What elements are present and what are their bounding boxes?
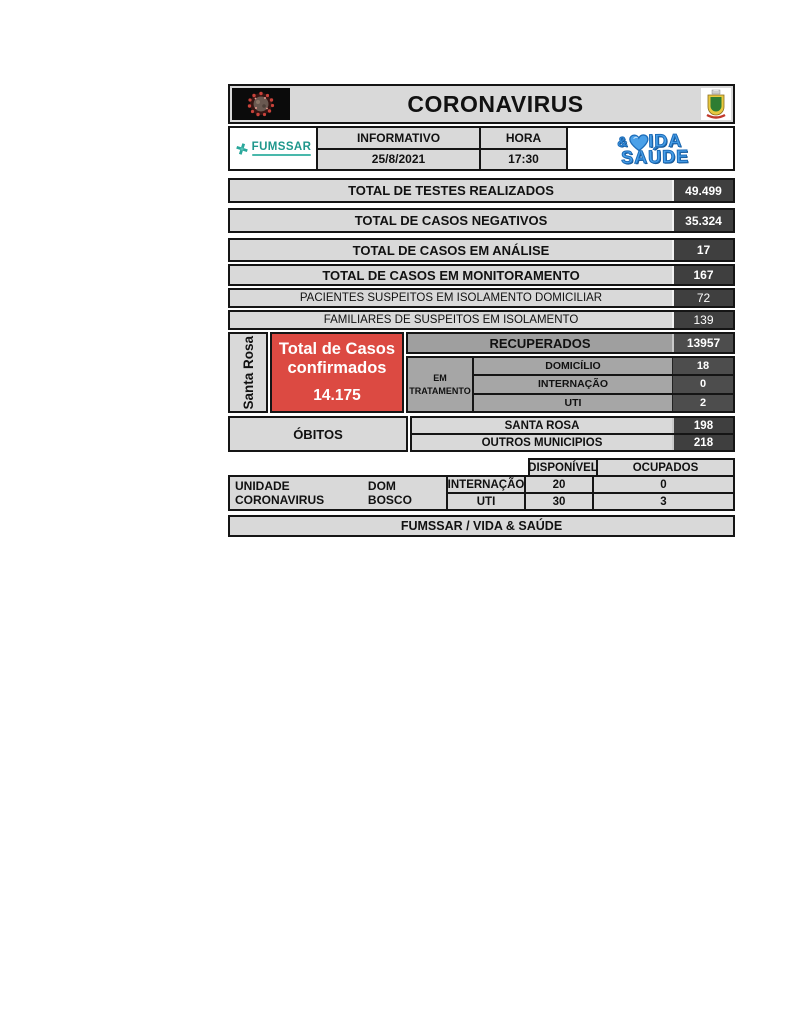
cases-analysis-label: TOTAL DE CASOS EM ANÁLISE bbox=[352, 242, 550, 258]
confirmed-cases-box bbox=[270, 332, 404, 413]
cases-monitoring-value: 167 bbox=[672, 266, 733, 284]
suspect-patients-label: PACIENTES SUSPEITOS EM ISOLAMENTO DOMICILIAR bbox=[299, 292, 603, 304]
recovered-row bbox=[406, 332, 735, 354]
header-bar bbox=[228, 84, 735, 124]
available-header: DISPONÍVEL bbox=[528, 461, 598, 474]
suspect-patients-value: 72 bbox=[672, 290, 733, 306]
vida-word: IDA bbox=[648, 129, 684, 151]
bulletin-sheet bbox=[228, 84, 735, 537]
city-crest bbox=[701, 88, 731, 120]
suspect-families-label: FAMILIARES DE SUSPEITOS EM ISOLAMENTO bbox=[323, 314, 579, 326]
fumssar-logo bbox=[230, 128, 318, 169]
deaths-other-cities-value: 218 bbox=[672, 435, 733, 450]
unit-icu-available: 30 bbox=[526, 494, 594, 509]
coronavirus-unit-section bbox=[228, 458, 735, 511]
unit-icu-row bbox=[448, 494, 733, 509]
treatment-home-value: 18 bbox=[672, 358, 733, 374]
treatment-column bbox=[406, 332, 735, 413]
footer-bar: FUMSSAR / VIDA & SAÚDE bbox=[228, 515, 735, 537]
region-label: Santa Rosa bbox=[240, 335, 256, 410]
unit-location: DOM BOSCO bbox=[367, 479, 412, 507]
deaths-santa-rosa-row bbox=[412, 418, 733, 435]
saude-word: SAÚDE bbox=[621, 145, 690, 168]
unit-hospitalization-occupied: 0 bbox=[660, 478, 667, 491]
vida-amp: & bbox=[617, 132, 630, 150]
in-treatment-label: EM TRATAMENTO bbox=[408, 358, 474, 411]
hora-label: HORA bbox=[481, 128, 566, 150]
treatment-hospital-label: INTERNAÇÃO bbox=[474, 376, 672, 392]
hora-cell bbox=[481, 128, 568, 169]
treatment-home-row bbox=[474, 358, 733, 376]
treatment-icu-row bbox=[474, 395, 733, 411]
fumssar-logo-text: FUMSSAR bbox=[251, 141, 312, 153]
confirmed-label-line1: Total de Casos bbox=[278, 340, 396, 359]
recovered-label: RECUPERADOS bbox=[489, 335, 591, 351]
unit-name-cell bbox=[228, 475, 448, 511]
total-tests-value: 49.499 bbox=[672, 180, 733, 201]
info-bar bbox=[228, 126, 735, 171]
confirmed-value: 14.175 bbox=[313, 386, 361, 404]
informativo-label: INFORMATIVO bbox=[318, 128, 479, 150]
virus-icon bbox=[234, 88, 288, 120]
page-title: CORONAVIRUS bbox=[407, 90, 584, 117]
cases-analysis-row bbox=[228, 238, 735, 262]
total-negatives-row bbox=[228, 208, 735, 233]
report-time: 17:30 bbox=[508, 152, 539, 167]
unit-hospitalization-row bbox=[448, 477, 733, 494]
treatment-home-label: DOMICÍLIO bbox=[474, 358, 672, 374]
cases-monitoring-row bbox=[228, 264, 735, 286]
deaths-other-cities-row bbox=[412, 435, 733, 450]
suspect-patients-row bbox=[228, 288, 735, 308]
treatment-icu-value: 2 bbox=[672, 395, 733, 411]
suspect-families-value: 139 bbox=[672, 312, 733, 328]
region-label-cell bbox=[228, 332, 268, 413]
deaths-section bbox=[228, 416, 735, 452]
deaths-santa-rosa-value: 198 bbox=[672, 418, 733, 433]
vida-saude-logo bbox=[568, 128, 733, 169]
in-treatment-table bbox=[406, 356, 735, 413]
total-negatives-value: 35.324 bbox=[672, 210, 733, 231]
treatment-icu-label: UTI bbox=[474, 395, 672, 411]
unit-name: UNIDADE CORONAVIRUS bbox=[235, 479, 325, 507]
occupied-header: OCUPADOS bbox=[632, 461, 699, 474]
unit-hospitalization-available: 20 bbox=[526, 477, 594, 492]
total-negatives-label: TOTAL DE CASOS NEGATIVOS bbox=[354, 213, 548, 228]
fumssar-cross-icon bbox=[235, 142, 249, 156]
suspect-families-row bbox=[228, 310, 735, 330]
coronavirus-image bbox=[232, 88, 290, 120]
unit-hospitalization-label: INTERNAÇÃO bbox=[447, 478, 525, 491]
report-date: 25/8/2021 bbox=[371, 152, 426, 167]
santa-rosa-section bbox=[228, 332, 735, 413]
crest-icon bbox=[705, 89, 727, 119]
cases-monitoring-label: TOTAL DE CASOS EM MONITORAMENTO bbox=[322, 267, 580, 283]
unit-icu-label: UTI bbox=[448, 494, 526, 509]
total-tests-row bbox=[228, 178, 735, 203]
deaths-other-cities-label: OUTROS MUNICIPIOS bbox=[412, 435, 672, 450]
monitoring-group bbox=[228, 238, 735, 330]
cases-analysis-value: 17 bbox=[672, 240, 733, 260]
total-tests-label: TOTAL DE TESTES REALIZADOS bbox=[348, 183, 554, 198]
deaths-santa-rosa-label: SANTA ROSA bbox=[412, 418, 672, 433]
informativo-cell bbox=[318, 128, 481, 169]
confirmed-label-line2: confirmados bbox=[287, 359, 387, 377]
unit-icu-occupied: 3 bbox=[660, 495, 667, 508]
deaths-label: ÓBITOS bbox=[228, 416, 408, 452]
fumssar-logo-subline bbox=[252, 154, 312, 156]
recovered-value: 13957 bbox=[672, 334, 733, 352]
treatment-hospital-value: 0 bbox=[672, 376, 733, 392]
treatment-hospital-row bbox=[474, 376, 733, 394]
